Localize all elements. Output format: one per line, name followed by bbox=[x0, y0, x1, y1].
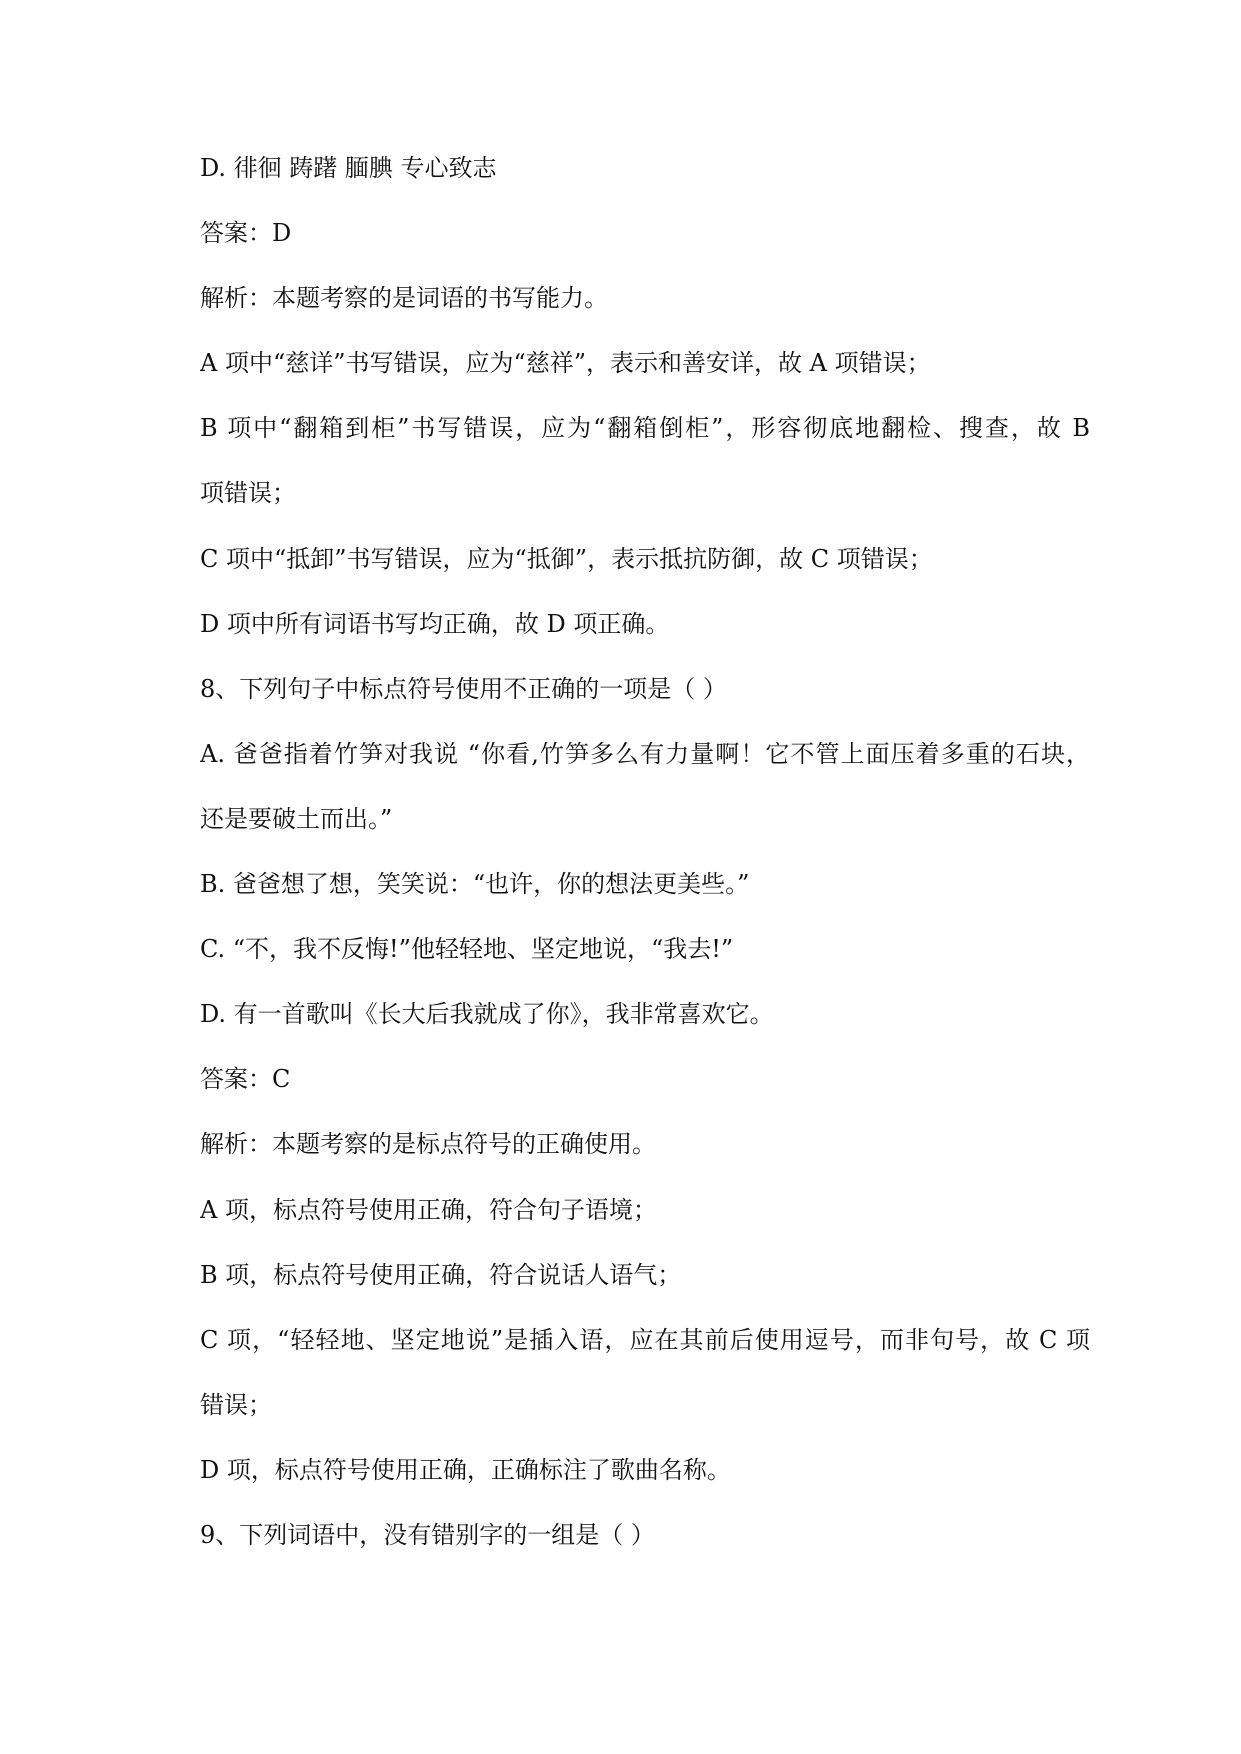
q7-answer: 答案：D bbox=[200, 219, 292, 248]
q8-stem: 8、下列句子中标点符号使用不正确的一项是（ ） bbox=[200, 674, 727, 703]
q9-stem: 9、下列词语中，没有错别字的一组是（ ） bbox=[200, 1520, 655, 1549]
q7-analysis-item-d: D 项中所有词语书写均正确，故 D 项正确。 bbox=[200, 609, 670, 638]
q8-option-a-line1: A. 爸爸指着竹笋对我说 “你看,竹笋多么有力量啊！它不管上面压着多重的石块， bbox=[200, 739, 1090, 768]
q8-analysis-item-c-line1: C 项，“轻轻地、坚定地说”是插入语，应在其前后使用逗号，而非句号，故 C 项 bbox=[200, 1325, 1090, 1354]
q7-analysis-item-c: C 项中“抵卸”书写错误，应为“抵御”，表示抵抗防御，故 C 项错误； bbox=[200, 544, 933, 573]
q8-analysis-item-c-line2: 错误； bbox=[200, 1390, 272, 1419]
q8-option-d: D. 有一首歌叫《长大后我就成了你》，我非常喜欢它。 bbox=[200, 1000, 774, 1029]
q8-analysis-item-a: A 项，标点符号使用正确，符合句子语境； bbox=[200, 1195, 657, 1224]
q7-analysis-item-b-line2: 项错误； bbox=[200, 479, 296, 508]
q7-analysis-item-b-line1: B 项中“翻箱到柜”书写错误，应为“翻箱倒柜”，形容彻底地翻检、搜查，故 B bbox=[200, 414, 1090, 443]
q8-option-b: B. 爸爸想了想，笑笑说：“也许，你的想法更美些。” bbox=[200, 870, 750, 899]
q8-option-c: C. “不，我不反悔!”他轻轻地、坚定地说，“我去!” bbox=[200, 935, 734, 964]
q8-answer: 答案：C bbox=[200, 1065, 291, 1094]
q7-analysis-intro: 解析：本题考察的是词语的书写能力。 bbox=[200, 284, 608, 313]
q8-analysis-item-d: D 项，标点符号使用正确，正确标注了歌曲名称。 bbox=[200, 1455, 731, 1484]
q8-option-a-line2: 还是要破土而出。” bbox=[200, 804, 393, 833]
q8-analysis-intro: 解析：本题考察的是标点符号的正确使用。 bbox=[200, 1130, 656, 1159]
q7-option-d: D. 徘徊 踌躇 腼腆 专心致志 bbox=[200, 154, 497, 182]
document-body bbox=[200, 136, 1090, 1568]
q8-analysis-item-b: B 项，标点符号使用正确，符合说话人语气； bbox=[200, 1260, 682, 1289]
q7-analysis-item-a: A 项中“慈详”书写错误，应为“慈祥”，表示和善安详，故 A 项错误； bbox=[200, 349, 931, 378]
